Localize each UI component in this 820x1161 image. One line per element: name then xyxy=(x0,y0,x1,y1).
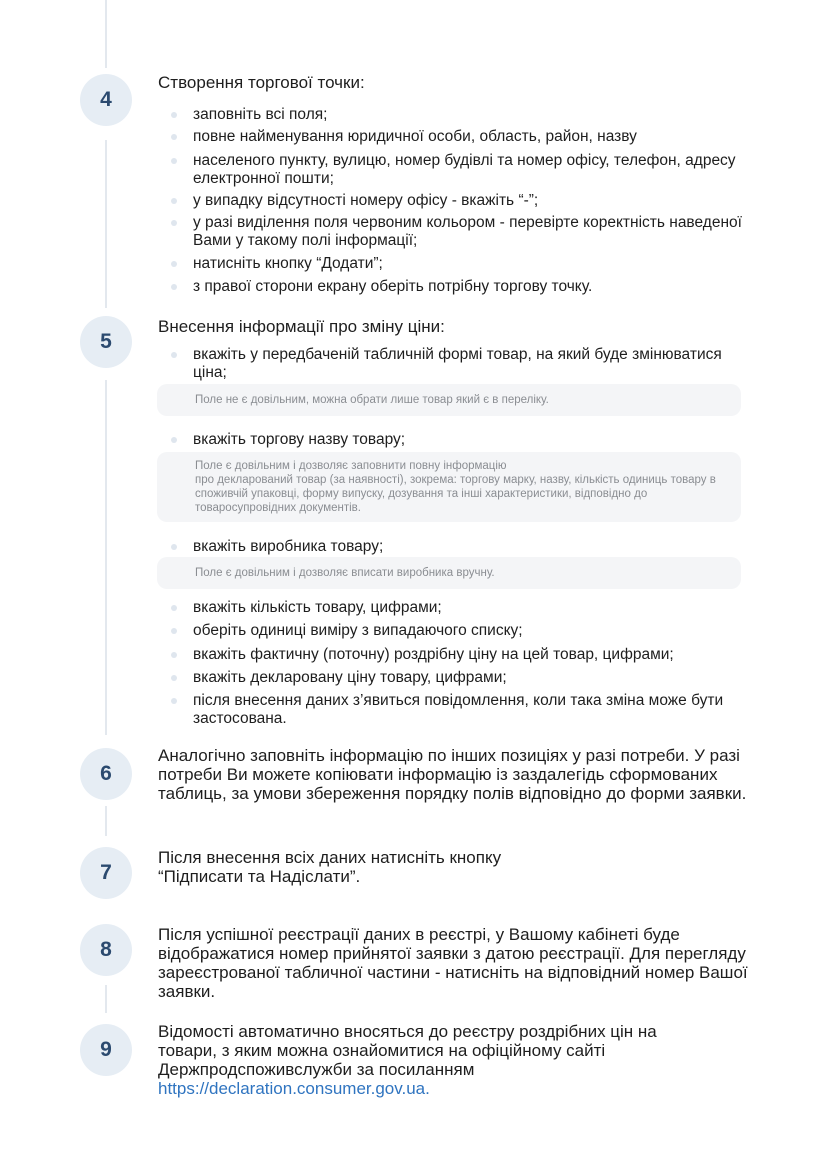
step-5-bullet: вкажіть фактичну (поточну) роздрібну ціну на цей товар, цифрами; xyxy=(193,646,753,664)
step-5-bullet: вкажіть кількість товару, цифрами; xyxy=(193,599,753,617)
step-6-text: Аналогічно заповніть інформацію по інших позиціях у разі потреби. У разі потреби Ви можете копіювати інформацію із заздалегідь сформованих таблиць, за умови збереження порядку полів відповідно до форми заявки. xyxy=(158,746,747,803)
step-5-bullet: після внесення даних з’явиться повідомлення, коли така зміна може бути застосована. xyxy=(193,692,753,728)
step-number-4: 4 xyxy=(80,74,132,126)
step-4-title: Створення торгової точки: xyxy=(158,73,365,92)
step-5-bullet: вкажіть у передбаченій табличній формі товар, на який буде змінюватися ціна; xyxy=(193,346,753,382)
step-4-bullet: заповніть всі поля; xyxy=(193,106,753,124)
step-4-bullet: повне найменування юридичної особи, область, район, назву xyxy=(193,128,753,146)
step-number-5: 5 xyxy=(80,316,132,368)
declaration-site-link[interactable]: https://declaration.consumer.gov.ua. xyxy=(158,1079,430,1098)
step-5-bullet: оберіть одиниці виміру з випадаючого списку; xyxy=(193,622,753,640)
step-9-text xyxy=(158,1022,718,1098)
timeline-line xyxy=(105,140,107,308)
step-5-bullet: вкажіть декларовану ціну товару, цифрами; xyxy=(193,669,753,687)
step-4-bullet: натисніть кнопку “Додати”; xyxy=(193,255,753,273)
timeline-line xyxy=(105,985,107,1013)
field-hint-note: Поле є довільним і дозволяє вписати виробника вручну. xyxy=(157,557,741,589)
step-5-title: Внесення інформації про зміну ціни: xyxy=(158,317,445,336)
step-number-9: 9 xyxy=(80,1024,132,1076)
step-4-bullet: у випадку відсутності номеру офісу - вкажіть “-”; xyxy=(193,192,753,210)
step-4-bullet: з правої сторони екрану оберіть потрібну торгову точку. xyxy=(193,278,753,296)
step-9-body: Відомості автоматично вносяться до реєстру роздрібних цін на товари, з яким можна ознайомитися на офіційному сайті Держпродспоживслужби за посиланням xyxy=(158,1022,657,1079)
step-5-bullet: вкажіть виробника товару; xyxy=(193,538,753,556)
step-7-text: Після внесення всіх даних натисніть кнопку “Підписати та Надіслати”. xyxy=(158,848,502,886)
step-8-text: Після успішної реєстрації даних в реєстрі, у Вашому кабінеті буде відображатися номер прийнятої заявки з датою реєстрації. Для перегляду зареєстрованої табличної частини - натисніть на відповідний номер Вашої заявки. xyxy=(158,925,748,1001)
field-hint-note: Поле є довільним і дозволяє заповнити повну інформацію про декларований товар (за наявності), зокрема: торгову марку, назву, кількість одиниць товару в споживчій упаковці, форму випуску, дозування та інші характеристики, відповідно до товаросупровідних документів. xyxy=(157,452,741,522)
step-5-bullet: вкажіть торгову назву товару; xyxy=(193,431,753,449)
step-4-bullet: у разі виділення поля червоним кольором - перевірте коректність наведеної Вами у такому полі інформації; xyxy=(193,214,753,250)
field-hint-note: Поле не є довільним, можна обрати лише товар який є в переліку. xyxy=(157,384,741,416)
timeline-line xyxy=(105,0,107,68)
timeline-line xyxy=(105,806,107,836)
step-number-7: 7 xyxy=(80,847,132,899)
timeline-line xyxy=(105,380,107,735)
step-number-6: 6 xyxy=(80,748,132,800)
step-4-bullet: населеного пункту, вулицю, номер будівлі та номер офісу, телефон, адресу електронної пошти; xyxy=(193,152,753,188)
step-number-8: 8 xyxy=(80,924,132,976)
